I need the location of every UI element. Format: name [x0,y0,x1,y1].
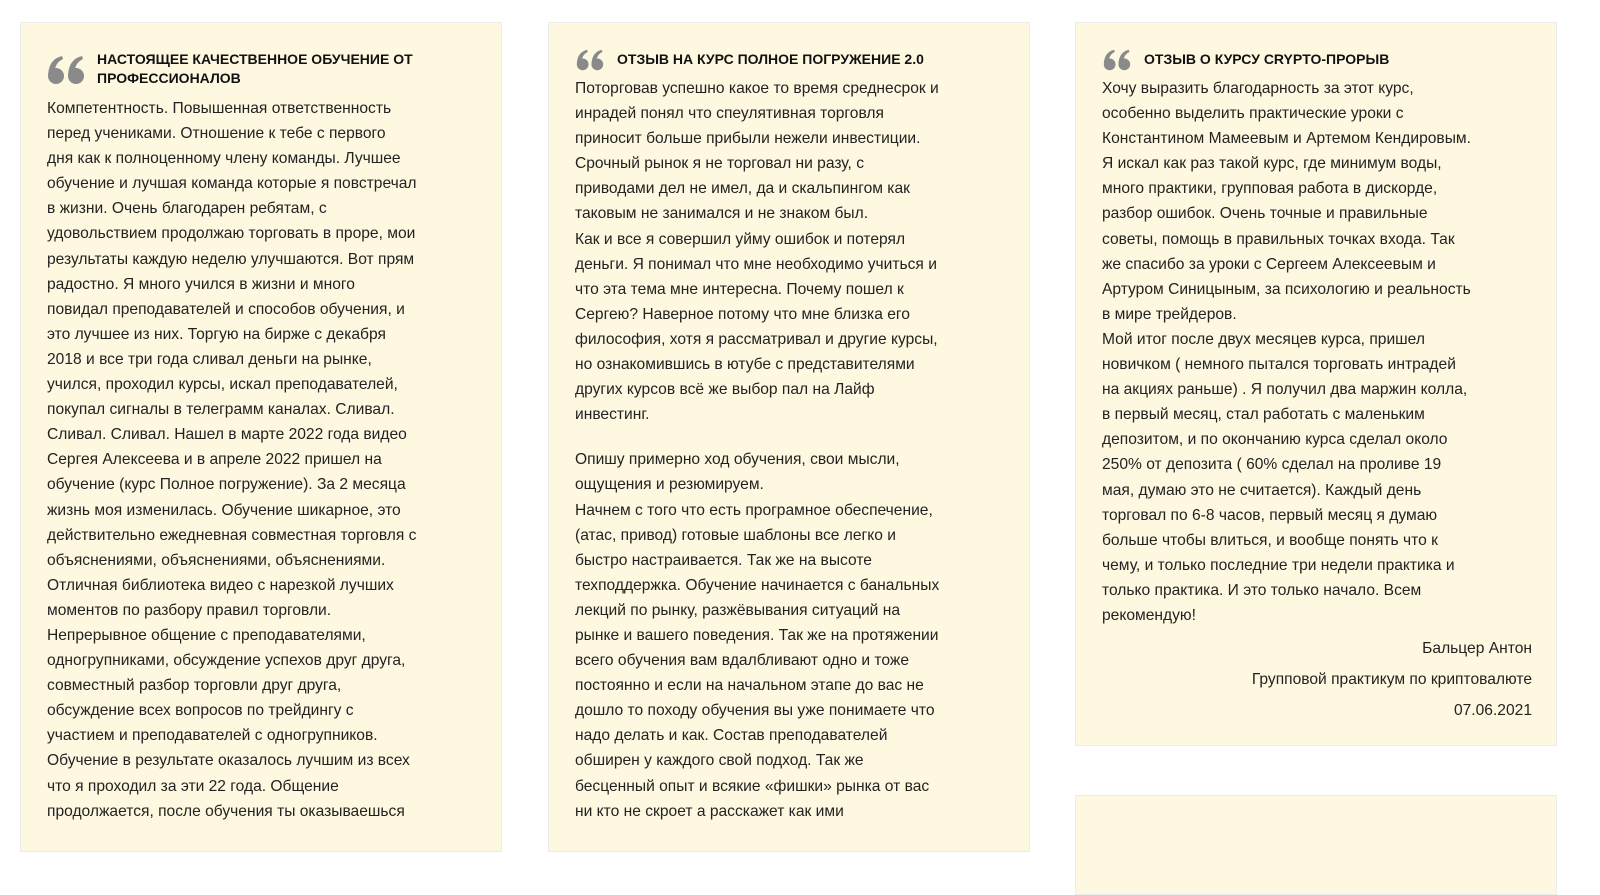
review-title [1144,47,1389,71]
text-line: чему, и только последние три недели практика и [1102,556,1455,574]
text-line: Срочный рынок я не торговал ни разу, с [575,155,865,173]
text-line: но ознакомившись в ютубе с представителями [575,356,915,374]
text-line: советы, помощь в правильных точках входа. Так [1102,230,1455,248]
text-line: 2018 и все три года сливал деньги на рынке, [47,350,372,368]
text-line: бесценный опыт и всякие «фишки» рынка от вас [575,777,930,795]
text-line: продолжается, после обучения ты оказываешься [47,802,405,820]
text-line: всего обучения вам вдалбливают одно и тоже [575,652,910,670]
text-line: приносит больше прибыли нежели инвестиции. [575,130,921,148]
title-line: НАСТОЯЩЕЕ КАЧЕСТВЕННОЕ ОБУЧЕНИЕ ОТ [97,51,413,67]
text-line: других курсов всё же выбор пал на Лайф [575,381,875,399]
text-line: Опишу примерно ход обучения, свои мысли, [575,451,900,469]
review-text [575,76,1015,824]
text-line: Сливал. Сливал. Нашел в марте 2022 года видео [47,426,407,444]
text-line: много практики, групповая работа в дискорде, [1102,180,1438,198]
text-line: что эта тема мне интересна. Почему пошел к [575,280,904,298]
text-line: моментов по разбору правил торговли. [47,601,332,619]
text-line: Я искал как раз такой курс, где минимум воды, [1102,155,1442,173]
text-line: особенно выделить практические уроки с [1102,105,1404,123]
text-line: одногрупниками, обсуждение успехов друг друга, [47,652,406,670]
review-title [97,47,413,88]
review-date: 07.06.2021 [1453,702,1532,719]
text-line: Артуром Синицыным, за психологию и реальность [1102,280,1471,298]
review-text [1102,76,1542,628]
text-line: перед учениками. Отношение к тебе с первого [47,125,386,143]
text-line: новичком ( немного пытался торговать интрадей [1102,356,1456,374]
text-line: лекций по рынку, разжёвывания ситуаций на [575,601,901,619]
review-card-1 [20,22,502,852]
text-line: в мире трейдеров. [1102,305,1237,323]
text-line: объяснениями, объяснениями, объяснениями. [47,551,386,569]
text-line: деньги. Я понимал что мне необходимо учиться и [575,255,937,273]
text-line: дня как к полноценному члену команды. Лучшее [47,150,401,168]
text-line: больше чтобы влиться, и вообще понять что к [1102,531,1438,549]
review-title [617,47,924,71]
title-line: ПРОФЕССИОНАЛОВ [97,70,241,86]
text-line: Как и все я совершил уйму ошибок и потерял [575,230,906,248]
text-line: быстро настраивается. Так же на высоте [575,551,872,569]
text-line: таковым не занимался и не знаком был. [575,205,869,223]
text-line: Константином Мамеевым и Артемом Кендировым. [1102,130,1471,148]
text-line: Мой итог после двух месяцев курса, пришел [1102,330,1425,348]
text-line: обсуждение всех вопросов по трейдингу с [47,702,354,720]
text-line: рынке и вашего поведения. Так же на протяжении [575,626,939,644]
text-line: участием и преподавателей с одногрупников. [47,727,378,745]
review-signature [1252,633,1532,726]
text-line: ни кто не скроет а расскажет как ими [575,802,844,820]
text-line: Начнем с того что есть програмное обеспечение, [575,501,933,519]
text-line: мая, думаю это не считается). Каждый день [1102,481,1422,499]
quote-icon [575,49,605,71]
text-line: что я проходил за эти 22 года. Общение [47,777,339,795]
text-line: покупал сигналы в телеграмм каналах. Сливал. [47,401,395,419]
quote-icon [1102,49,1132,71]
paragraph-gap [575,427,1015,447]
text-line: Непрерывное общение с преподавателями, [47,626,366,644]
review-text [47,96,487,824]
text-line: в жизни. Очень благодарен ребятам, с [47,200,327,218]
text-line: же спасибо за уроки с Сергеем Алексеевым и [1102,255,1436,273]
text-line: учился, проходил курсы, искал преподавателей, [47,376,398,394]
text-line: только практика. И это только начало. Всем [1102,581,1422,599]
text-line: Хочу выразить благодарность за этот курс, [1102,80,1414,97]
text-line: обширен у каждого свой подход. Так же [575,752,864,770]
text-line: удовольствием продолжаю торговать в проре, мои [47,225,416,243]
review-author: Бальцер Антон [1422,640,1532,657]
text-line: разбор ошибок. Очень точные и правильные [1102,205,1428,223]
text-line: совместный разбор торговли друг друга, [47,677,342,695]
text-line: действительно ежедневная совместная торговля с [47,526,417,544]
text-line: (атас, привод) готовые шаблоны все легко и [575,526,896,544]
review-header [575,47,1009,71]
text-line: это лучшее из них. Торгую на бирже с декабря [47,325,386,343]
text-line: философия, хотя я рассматривал и другие курсы, [575,330,938,348]
text-line: обучение (курс Полное погружение). За 2 месяца [47,476,406,494]
text-line: торговал по 6-8 часов, первый месяц я думаю [1102,506,1438,524]
text-line: постоянно и если на начальном этапе до вас не [575,677,924,695]
text-line: Обучение в результате оказалось лучшим из всех [47,752,410,770]
review-card-3 [1075,22,1557,746]
text-line: радостно. Я много учился в жизни и много [47,275,355,293]
text-line: обучение и лучшая команда которые я повстречал [47,175,417,193]
text-line: инвестинг. [575,406,650,424]
text-line: надо делать и как. Состав преподавателей [575,727,888,745]
text-line: рекомендую! [1102,606,1196,624]
text-line: депозитом, и по окончанию курса сделал около [1102,431,1448,449]
title-line: ОТЗЫВ О КУРСУ CRYPTO-ПРОРЫВ [1144,51,1390,67]
title-line: ОТЗЫВ НА КУРС ПОЛНОЕ ПОГРУЖЕНИЕ 2.0 [617,51,924,67]
text-line: Компетентность. Повышенная ответственность [47,100,392,117]
text-line: результаты каждую неделю улучшаются. Вот прям [47,250,415,268]
text-line: инрадей понял что спеулятивная торговля [575,105,884,123]
review-header [47,47,481,88]
review-card-4 [1075,795,1557,895]
review-card-2 [548,22,1030,852]
review-course: Групповой практикум по криптовалюте [1251,671,1532,688]
text-line: ощущения и резюмируем. [575,476,764,494]
text-line: Сергею? Наверное потому что мне близка его [575,305,910,323]
review-header [1102,47,1536,71]
text-line: Отличная библиотека видео с нарезкой лучших [47,576,394,594]
text-line: Сергея Алексеева и в апреле 2022 пришел на [47,451,382,469]
text-line: на акциях раньше) . Я получил два маржин колла, [1102,381,1468,399]
text-line: в первый месяц, стал работать с маленьким [1102,406,1425,424]
quote-icon [47,55,85,85]
text-line: 250% от депозита ( 60% сделал на проливе 19 [1102,456,1442,474]
text-line: повидал преподавателей и способов обучения, и [47,300,405,318]
text-line: Поторговав успешно какое то время среднесрок и [575,80,939,97]
text-line: приводами дел не имел, да и скальпингом как [575,180,910,198]
text-line: дошло то походу обучения вы уже понимаете что [575,702,935,720]
text-line: техподдержка. Обучение начинается с банальных [575,576,940,594]
text-line: жизнь моя изменилась. Обучение шикарное, это [47,501,401,519]
